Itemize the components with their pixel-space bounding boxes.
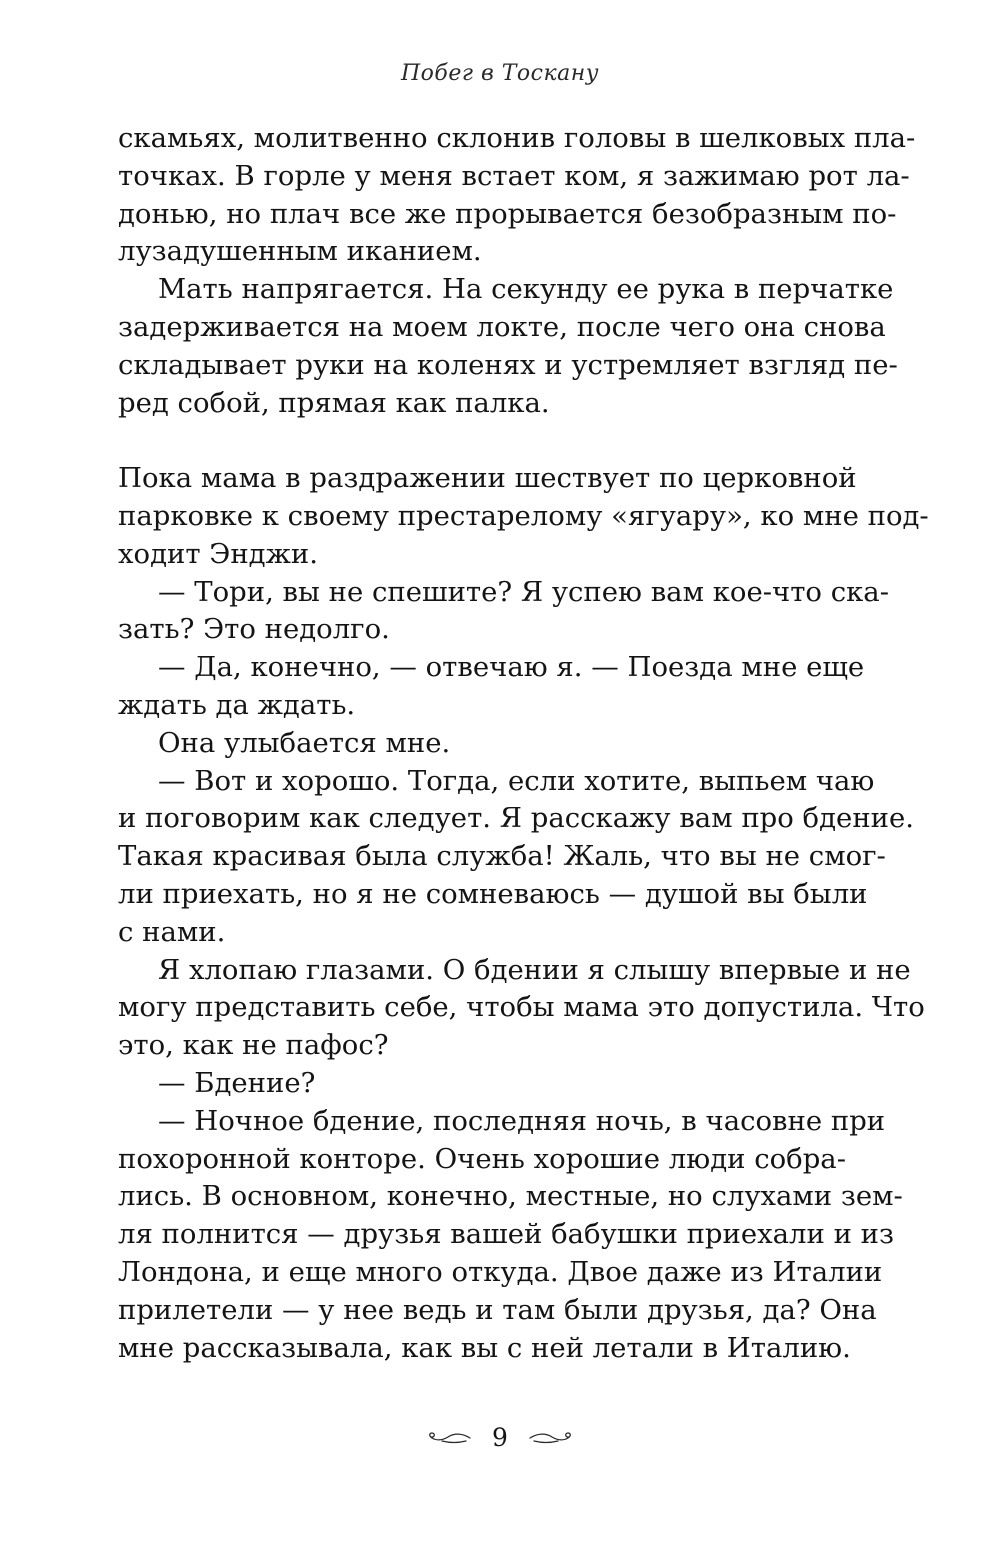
text-line: с нами.: [118, 915, 226, 948]
text-line: точках. В горле у меня встает ком, я зажимаю рот ла-: [118, 159, 910, 192]
page-number: 9: [492, 1423, 508, 1452]
text-line: могу представить себе, чтобы мама это допустила. Что: [118, 991, 925, 1024]
text-line: — Тори, вы не спешите? Я успею вам кое-что ска-: [158, 575, 889, 608]
text-line: — Ночное бдение, последняя ночь, в часовне при: [158, 1104, 886, 1137]
text-line: донью, но плач все же прорывается безобразным по-: [118, 197, 897, 230]
text-line: ходит Энджи.: [118, 537, 318, 570]
text-line: ред собой, прямая как палка.: [118, 386, 550, 419]
text-line: зать? Это недолго.: [118, 613, 390, 646]
text-line: Мать напрягается. На секунду ее рука в перчатке: [158, 273, 894, 306]
text-line: Я хлопаю глазами. О бдении я слышу впервые и не: [158, 953, 911, 986]
text-line: ля полнится — друзья вашей бабушки приехали и из: [118, 1218, 894, 1251]
text-line: лузадушенным иканием.: [118, 235, 482, 268]
text-line: мне рассказывала, как вы с ней летали в Италию.: [118, 1331, 851, 1364]
text-line: Такая красивая была служба! Жаль, что вы не смог-: [118, 840, 886, 873]
swirl-right-icon: [528, 1429, 574, 1447]
text-line: это, как не пафос?: [118, 1029, 389, 1062]
text-line: — Да, конечно, — отвечаю я. — Поезда мне еще: [158, 651, 865, 684]
text-line: Пока мама в раздражении шествует по церковной: [118, 462, 857, 495]
swirl-left-icon: [426, 1429, 472, 1447]
text-line: — Вот и хорошо. Тогда, если хотите, выпьем чаю: [158, 764, 875, 797]
text-line: и поговорим как следует. Я расскажу вам про бдение.: [118, 802, 914, 835]
text-line: ждать да ждать.: [118, 688, 356, 721]
body-text: [118, 120, 929, 1367]
text-line: скамьях, молитвенно склонив головы в шелковых пла-: [118, 122, 916, 154]
text-line: прилетели — у нее ведь и там были друзья, да? Она: [118, 1293, 877, 1326]
text-line: — Бдение?: [158, 1066, 316, 1099]
text-line: Лондона, и еще много откуда. Двое даже из Италии: [118, 1255, 883, 1288]
text-line: лись. В основном, конечно, местные, но слухами зем-: [118, 1180, 903, 1213]
text-line: парковке к своему престарелому «ягуару», ко мне под-: [118, 499, 929, 532]
text-line: задерживается на моем локте, после чего она снова: [118, 310, 886, 343]
running-head: Побег в Тоскану: [400, 61, 600, 86]
text-line: складывает руки на коленях и устремляет взгляд пе-: [118, 348, 898, 381]
text-line: Она улыбается мне.: [158, 726, 451, 759]
text-line: ли приехать, но я не сомневаюсь — душой вы были: [118, 877, 868, 910]
section-break: [118, 422, 844, 460]
page-footer: [0, 1418, 1000, 1458]
text-line: похоронной конторе. Очень хорошие люди собра-: [118, 1142, 846, 1175]
